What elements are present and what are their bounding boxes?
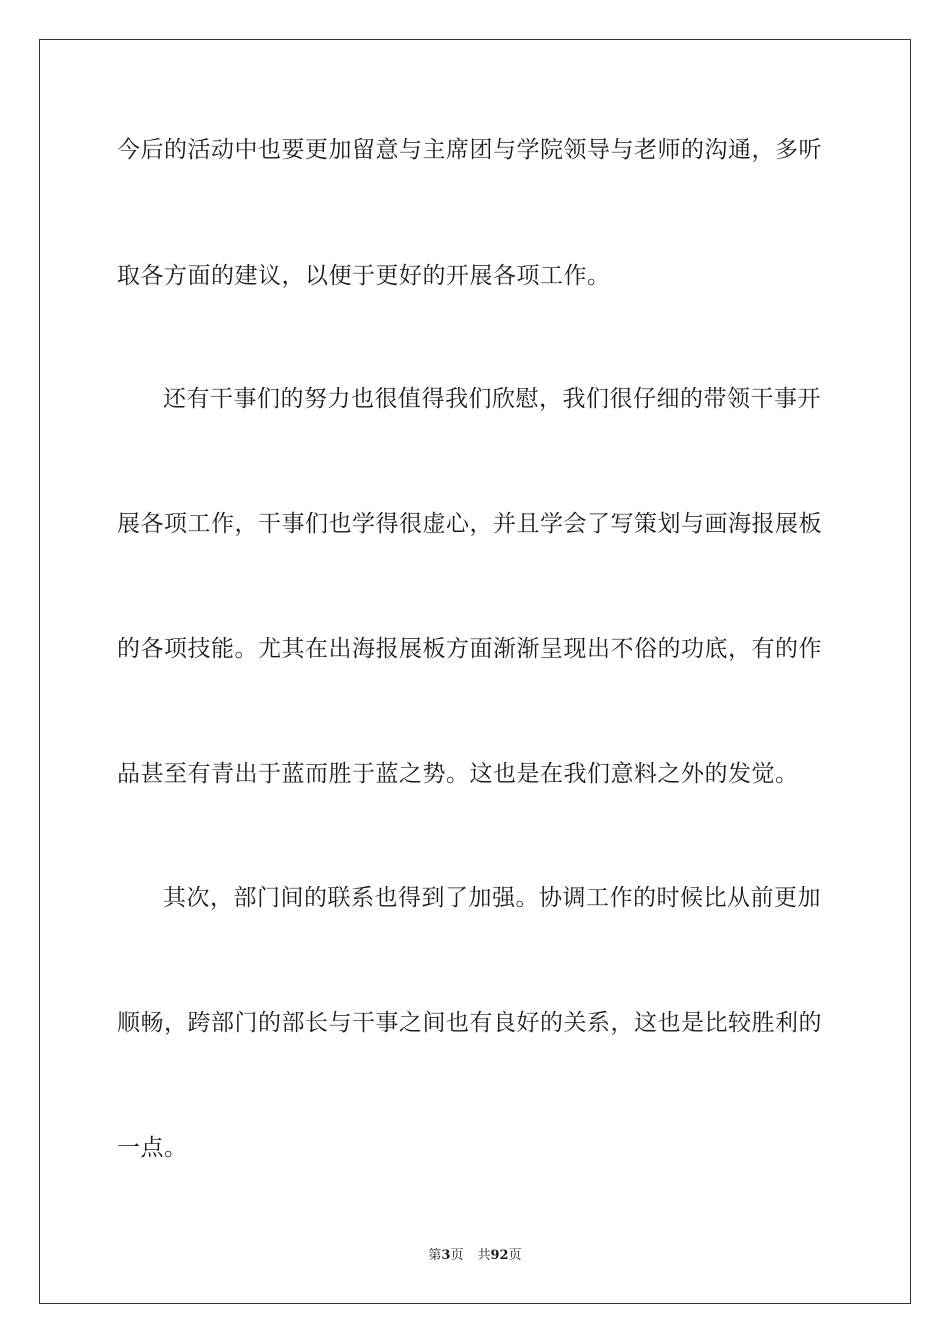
page-suffix: 页 [450, 1248, 464, 1263]
paragraph-line: 一点。 [117, 1135, 188, 1161]
paragraph-line-indented: 还有干事们的努力也很值得我们欣慰，我们很仔细的带领干事开 [163, 386, 821, 412]
total-suffix: 页 [508, 1248, 522, 1263]
paragraph-line: 的各项技能。尤其在出海报展板方面渐渐呈现出不俗的功底，有的作 [117, 636, 822, 662]
paragraph-line: 顺畅，跨部门的部长与干事之间也有良好的关系，这也是比较胜利的 [117, 1010, 822, 1036]
paragraph-line: 取各方面的建议，以便于更好的开展各项工作。 [117, 263, 611, 289]
paragraph-line: 今后的活动中也要更加留意与主席团与学院领导与老师的沟通，多听 [117, 137, 822, 163]
paragraph-line: 展各项工作，干事们也学得很虚心，并且学会了写策划与画海报展板 [117, 511, 822, 537]
total-prefix: 共 [477, 1248, 491, 1263]
page-footer [0, 1247, 950, 1265]
paragraph-line: 品甚至有青出于蓝而胜于蓝之势。这也是在我们意料之外的发觉。 [117, 761, 799, 787]
current-page-number: 3 [441, 1248, 451, 1263]
total-page-number: 92 [490, 1248, 509, 1263]
page-prefix: 第 [428, 1248, 442, 1263]
page-border [39, 39, 911, 1304]
paragraph-line-indented: 其次，部门间的联系也得到了加强。协调工作的时候比从前更加 [163, 885, 821, 911]
